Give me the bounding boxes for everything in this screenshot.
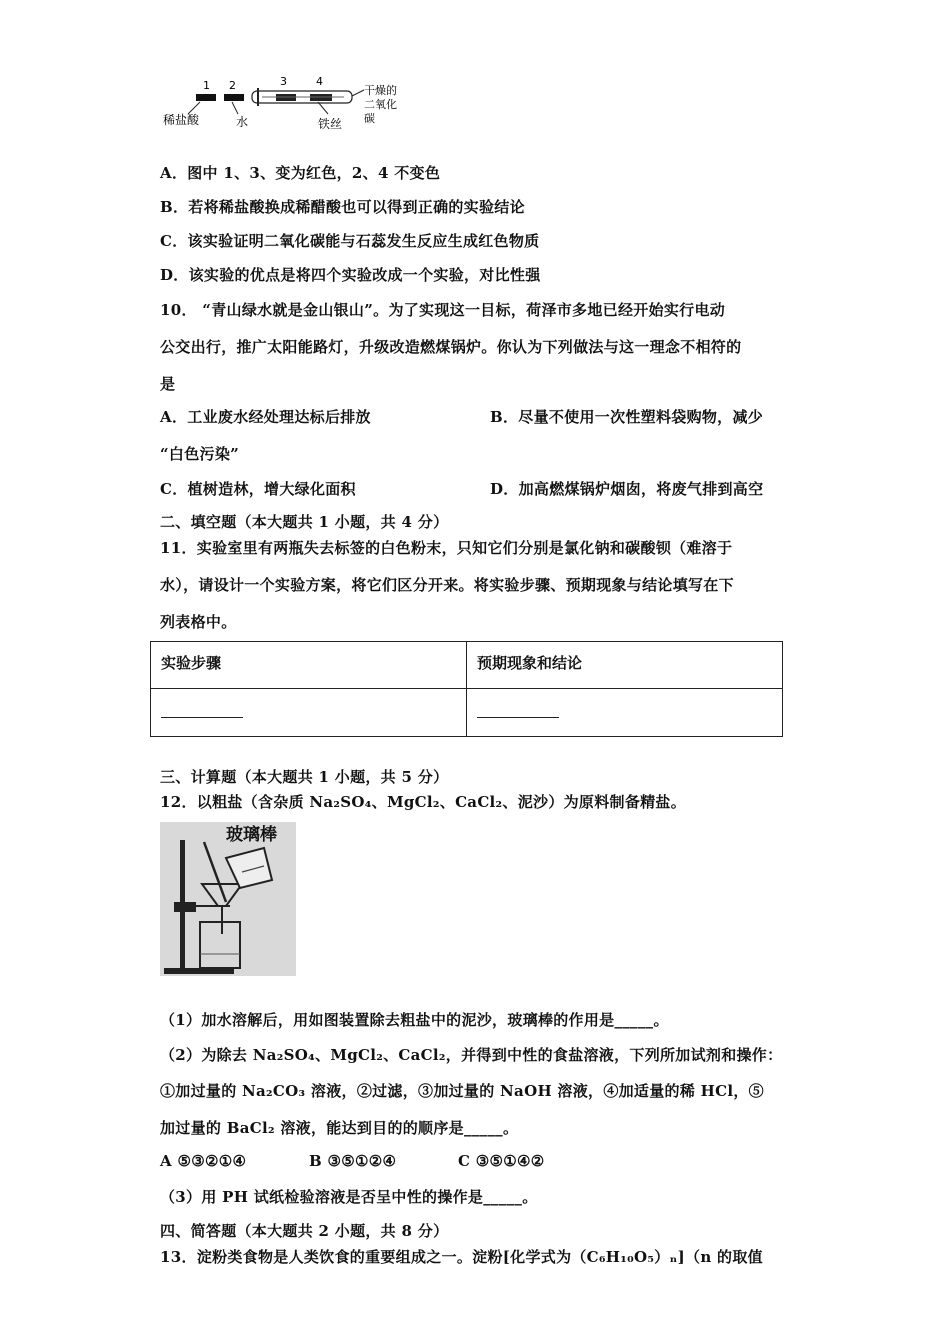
q11-line-1: 11．实验室里有两瓶失去标签的白色粉末，只知它们分别是氯化钠和碳酸钡（难溶于 xyxy=(160,539,733,557)
filtration-figure xyxy=(160,822,296,976)
q12-part-2-line-2: ①加过量的 Na₂CO₃ 溶液，②过滤，③加过量的 NaOH 溶液，④加适量的稀 HCl，⑤ xyxy=(160,1082,764,1100)
section-2-title: 二、填空题（本大题共 1 小题，共 4 分） xyxy=(160,513,449,531)
label-iron-wire: 铁丝 xyxy=(318,117,343,131)
q12-part-2-line-3: 加过量的 BaCl₂ 溶液，能达到目的的顺序是_____。 xyxy=(160,1119,519,1137)
q9-option-c: C．该实验证明二氧化碳能与石蕊发生反应生成红色物质 xyxy=(160,232,540,250)
label-3: 3 xyxy=(280,75,287,88)
answer-blank-results[interactable] xyxy=(467,689,783,737)
glass-rod xyxy=(204,842,226,902)
q12-option-c: C ③⑤①④② xyxy=(458,1152,545,1170)
q9-option-b: B．若将稀盐酸换成稀醋酸也可以得到正确的实验结论 xyxy=(160,198,525,216)
label-2: 2 xyxy=(229,79,236,92)
q12-part-3: （3）用 PH 试纸检验溶液是否呈中性的操作是_____。 xyxy=(160,1188,538,1206)
answer-table xyxy=(150,641,783,737)
q12-part-1: （1）加水溶解后，用如图装置除去粗盐中的泥沙，玻璃棒的作用是_____。 xyxy=(160,1011,669,1029)
clamp xyxy=(174,902,196,912)
q12-part-2: （2）为除去 Na₂SO₄、MgCl₂、CaCl₂，并得到中性的食盐溶液，下列所加试剂和操作： xyxy=(160,1046,783,1064)
q10-option-a: A．工业废水经处理达标后排放 xyxy=(160,408,371,426)
label-dry-co2-1: 干燥的 xyxy=(364,84,397,97)
q10-line-2: 公交出行，推广太阳能路灯，升级改造燃煤锅炉。你认为下列做法与这一理念不相符的 xyxy=(160,338,742,356)
label-4: 4 xyxy=(316,75,323,88)
section-4-title: 四、简答题（本大题共 2 小题，共 8 分） xyxy=(160,1222,449,1240)
label-dilute-hcl: 稀盐酸 xyxy=(163,113,200,127)
q11-line-2: 水），请设计一个实验方案，将它们区分开来。将实验步骤、预期现象与结论填写在下 xyxy=(160,576,734,594)
glass-rod-label: 玻璃棒 xyxy=(226,825,277,845)
q10-option-d: D．加高燃煤锅炉烟囱，将废气排到高空 xyxy=(490,480,764,498)
section-3-title: 三、计算题（本大题共 1 小题，共 5 分） xyxy=(160,768,449,786)
table-header-results: 预期现象和结论 xyxy=(467,642,783,689)
tube-experiment-figure xyxy=(158,72,418,134)
q10-line-3: 是 xyxy=(160,375,176,393)
q10-option-b-cont: “白色污染” xyxy=(160,445,240,463)
q11-line-3: 列表格中。 xyxy=(160,613,237,631)
label-dry-co2-2: 二氧化 xyxy=(364,98,397,111)
q12-option-b: B ③⑤①②④ xyxy=(309,1152,397,1170)
answer-blank-steps[interactable] xyxy=(151,689,467,737)
q10-option-c: C．植树造林，增大绿化面积 xyxy=(160,480,356,498)
q9-option-a: A．图中 1、3、变为红色，2、4 不变色 xyxy=(160,164,441,182)
paper-strip-2 xyxy=(224,94,244,101)
funnel xyxy=(202,884,242,906)
pouring-beaker xyxy=(226,848,272,888)
q10-line-1: 10． “青山绿水就是金山银山”。为了实现这一目标，荷泽市多地已经开始实行电动 xyxy=(160,301,726,319)
q12-option-a: A ⑤③②①④ xyxy=(160,1152,247,1170)
q12-line-1: 12．以粗盐（含杂质 Na₂SO₄、MgCl₂、CaCl₂、泥沙）为原料制备精盐。 xyxy=(160,793,687,811)
table-header-steps: 实验步骤 xyxy=(151,642,467,689)
beaker xyxy=(200,922,240,968)
q10-option-b: B．尽量不使用一次性塑料袋购物，减少 xyxy=(490,408,764,426)
q13-line-1: 13．淀粉类食物是人类饮食的重要组成之一。淀粉[化学式为（C₆H₁₀O₅）ₙ]（n 的取值 xyxy=(160,1248,763,1266)
label-water: 水 xyxy=(236,115,249,129)
paper-strip-1 xyxy=(196,94,216,101)
q9-option-d: D．该实验的优点是将四个实验改成一个实验，对比性强 xyxy=(160,266,541,284)
label-1: 1 xyxy=(203,79,210,92)
label-dry-co2-3: 碳 xyxy=(364,112,375,125)
